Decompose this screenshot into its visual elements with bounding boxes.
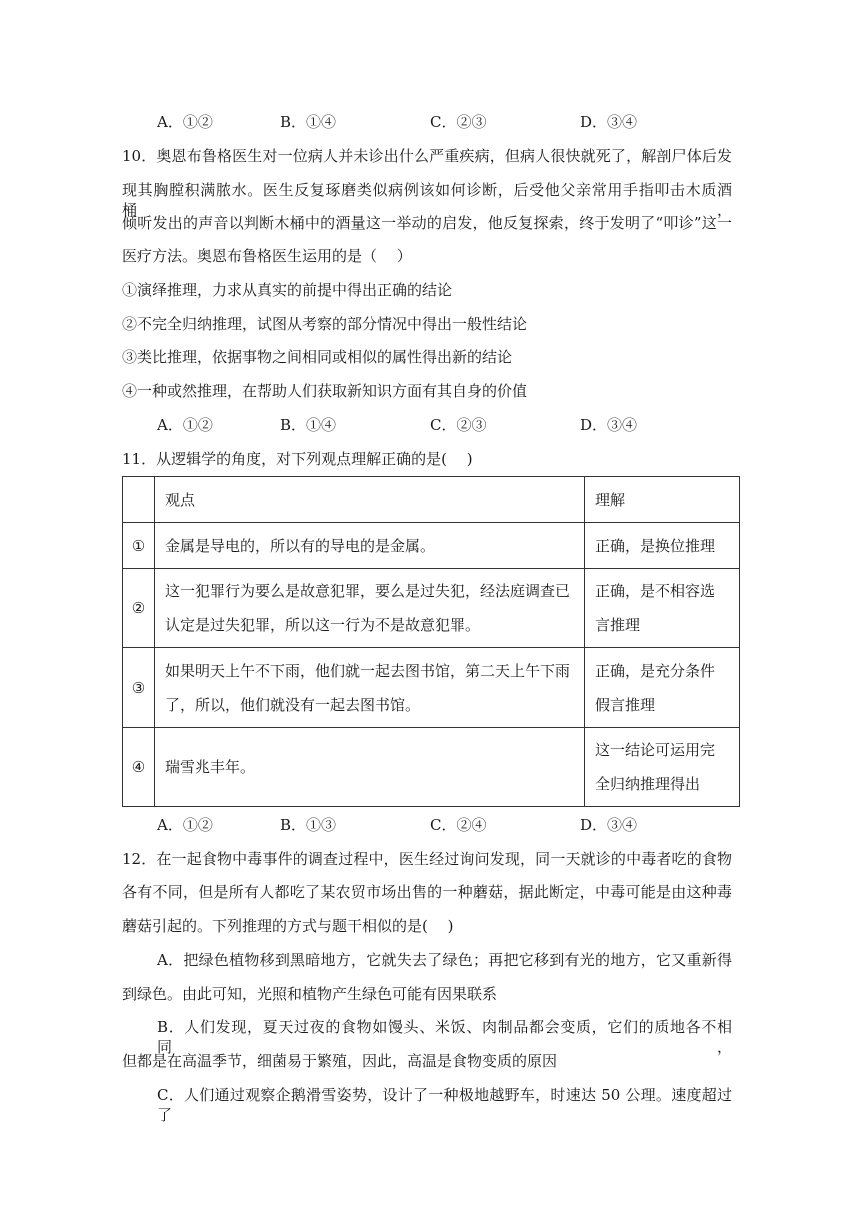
row-view: 瑞雪兆丰年。	[155, 728, 585, 807]
header-understanding-cell: 理解	[585, 477, 740, 523]
q11-stem: 11．从逻辑学的角度，对下列观点理解正确的是( )	[122, 450, 473, 468]
q10-stem-line: 现其胸膛积满脓水。医生反复琢磨类似病例该如何诊断，后受他父亲常用手指叩击木质酒桶，	[122, 181, 732, 219]
q11-table	[122, 476, 740, 807]
table-header-row	[123, 477, 740, 523]
row-num: ④	[123, 728, 155, 807]
q9-option-b: B．①④	[280, 113, 337, 131]
q9-option-a: A．①②	[157, 113, 213, 131]
row-num: ③	[123, 648, 155, 728]
q10-stem-line: 10．奥恩布鲁格医生对一位病人并未诊出什么严重疾病，但病人很快就死了，解剖尸体后发	[122, 147, 732, 165]
q12-stem-line: 各有不同，但是所有人都吃了某农贸市场出售的一种蘑菇，据此断定，中毒可能是由这种毒	[122, 883, 732, 901]
q10-stem-line: 倾听发出的声音以判断木桶中的酒量这一举动的启发，他反复探索，终于发明了“叩诊”这一	[122, 214, 732, 232]
q12-option-b-line: B．人们发现，夏天过夜的食物如馒头、米饭、肉制品都会变质，它们的质地各不相同，	[157, 1018, 732, 1056]
table-row	[123, 523, 740, 569]
q10-statement: ③类比推理，依据事物之间相同或相似的属性得出新的结论	[122, 348, 513, 366]
table-row	[123, 569, 740, 648]
header-num-cell	[123, 477, 155, 523]
q12-option-b-line: 但都是在高温季节，细菌易于繁殖，因此，高温是食物变质的原因	[122, 1052, 558, 1070]
table-row	[123, 728, 740, 807]
q12-stem-line: 蘑菇引起的。下列推理的方式与题干相似的是( )	[122, 917, 454, 935]
row-num: ①	[123, 523, 155, 569]
q12-option-a-line: A．把绿色植物移到黑暗地方，它就失去了绿色；再把它移到有光的地方，它又重新得	[157, 951, 732, 969]
q9-options	[157, 112, 717, 132]
row-view: 金属是导电的，所以有的导电的是金属。	[155, 523, 585, 569]
q10-option-c: C．②③	[430, 416, 487, 434]
row-understanding: 正确，是充分条件假言推理	[585, 648, 740, 728]
q11-option-c: C．②④	[430, 816, 487, 834]
q10-option-a: A．①②	[157, 416, 213, 434]
header-view-cell: 观点	[155, 477, 585, 523]
q11-options	[157, 815, 717, 835]
row-num: ②	[123, 569, 155, 648]
q9-option-c: C．②③	[430, 113, 487, 131]
q10-options	[157, 415, 717, 435]
q10-stem-line: 医疗方法。奥恩布鲁格医生运用的是（ ）	[122, 247, 412, 265]
q12-option-c-line: C．人们通过观察企鹅滑雪姿势，设计了一种极地越野车，时速达 50 公理。速度超过了	[157, 1086, 732, 1124]
q10-option-b: B．①④	[280, 416, 337, 434]
q10-statement: ④一种或然推理，在帮助人们获取新知识方面有其自身的价值	[122, 382, 528, 400]
q10-statement: ②不完全归纳推理，试图从考察的部分情况中得出一般性结论	[122, 315, 528, 333]
row-view: 如果明天上午不下雨，他们就一起去图书馆，第二天上午下雨了，所以，他们就没有一起去图书馆。	[155, 648, 585, 728]
row-understanding: 正确，是换位推理	[585, 523, 740, 569]
q9-option-d: D．③④	[580, 113, 638, 131]
q11-option-a: A．①②	[157, 816, 213, 834]
row-view: 这一犯罪行为要么是故意犯罪，要么是过失犯，经法庭调查已认定是过失犯罪，所以这一行为不是故意犯罪。	[155, 569, 585, 648]
q11-option-b: B．①③	[280, 816, 337, 834]
q11-option-d: D．③④	[580, 816, 638, 834]
q12-stem-line: 12．在一起食物中毒事件的调查过程中，医生经过询问发现，同一天就诊的中毒者吃的食物	[122, 850, 732, 868]
q10-statement: ①演绎推理，力求从真实的前提中得出正确的结论	[122, 281, 453, 299]
q12-option-a-line: 到绿色。由此可知，光照和植物产生绿色可能有因果联系	[122, 985, 498, 1003]
row-understanding: 正确，是不相容选言推理	[585, 569, 740, 648]
row-understanding: 这一结论可运用完全归纳推理得出	[585, 728, 740, 807]
q10-option-d: D．③④	[580, 416, 638, 434]
table-row	[123, 648, 740, 728]
